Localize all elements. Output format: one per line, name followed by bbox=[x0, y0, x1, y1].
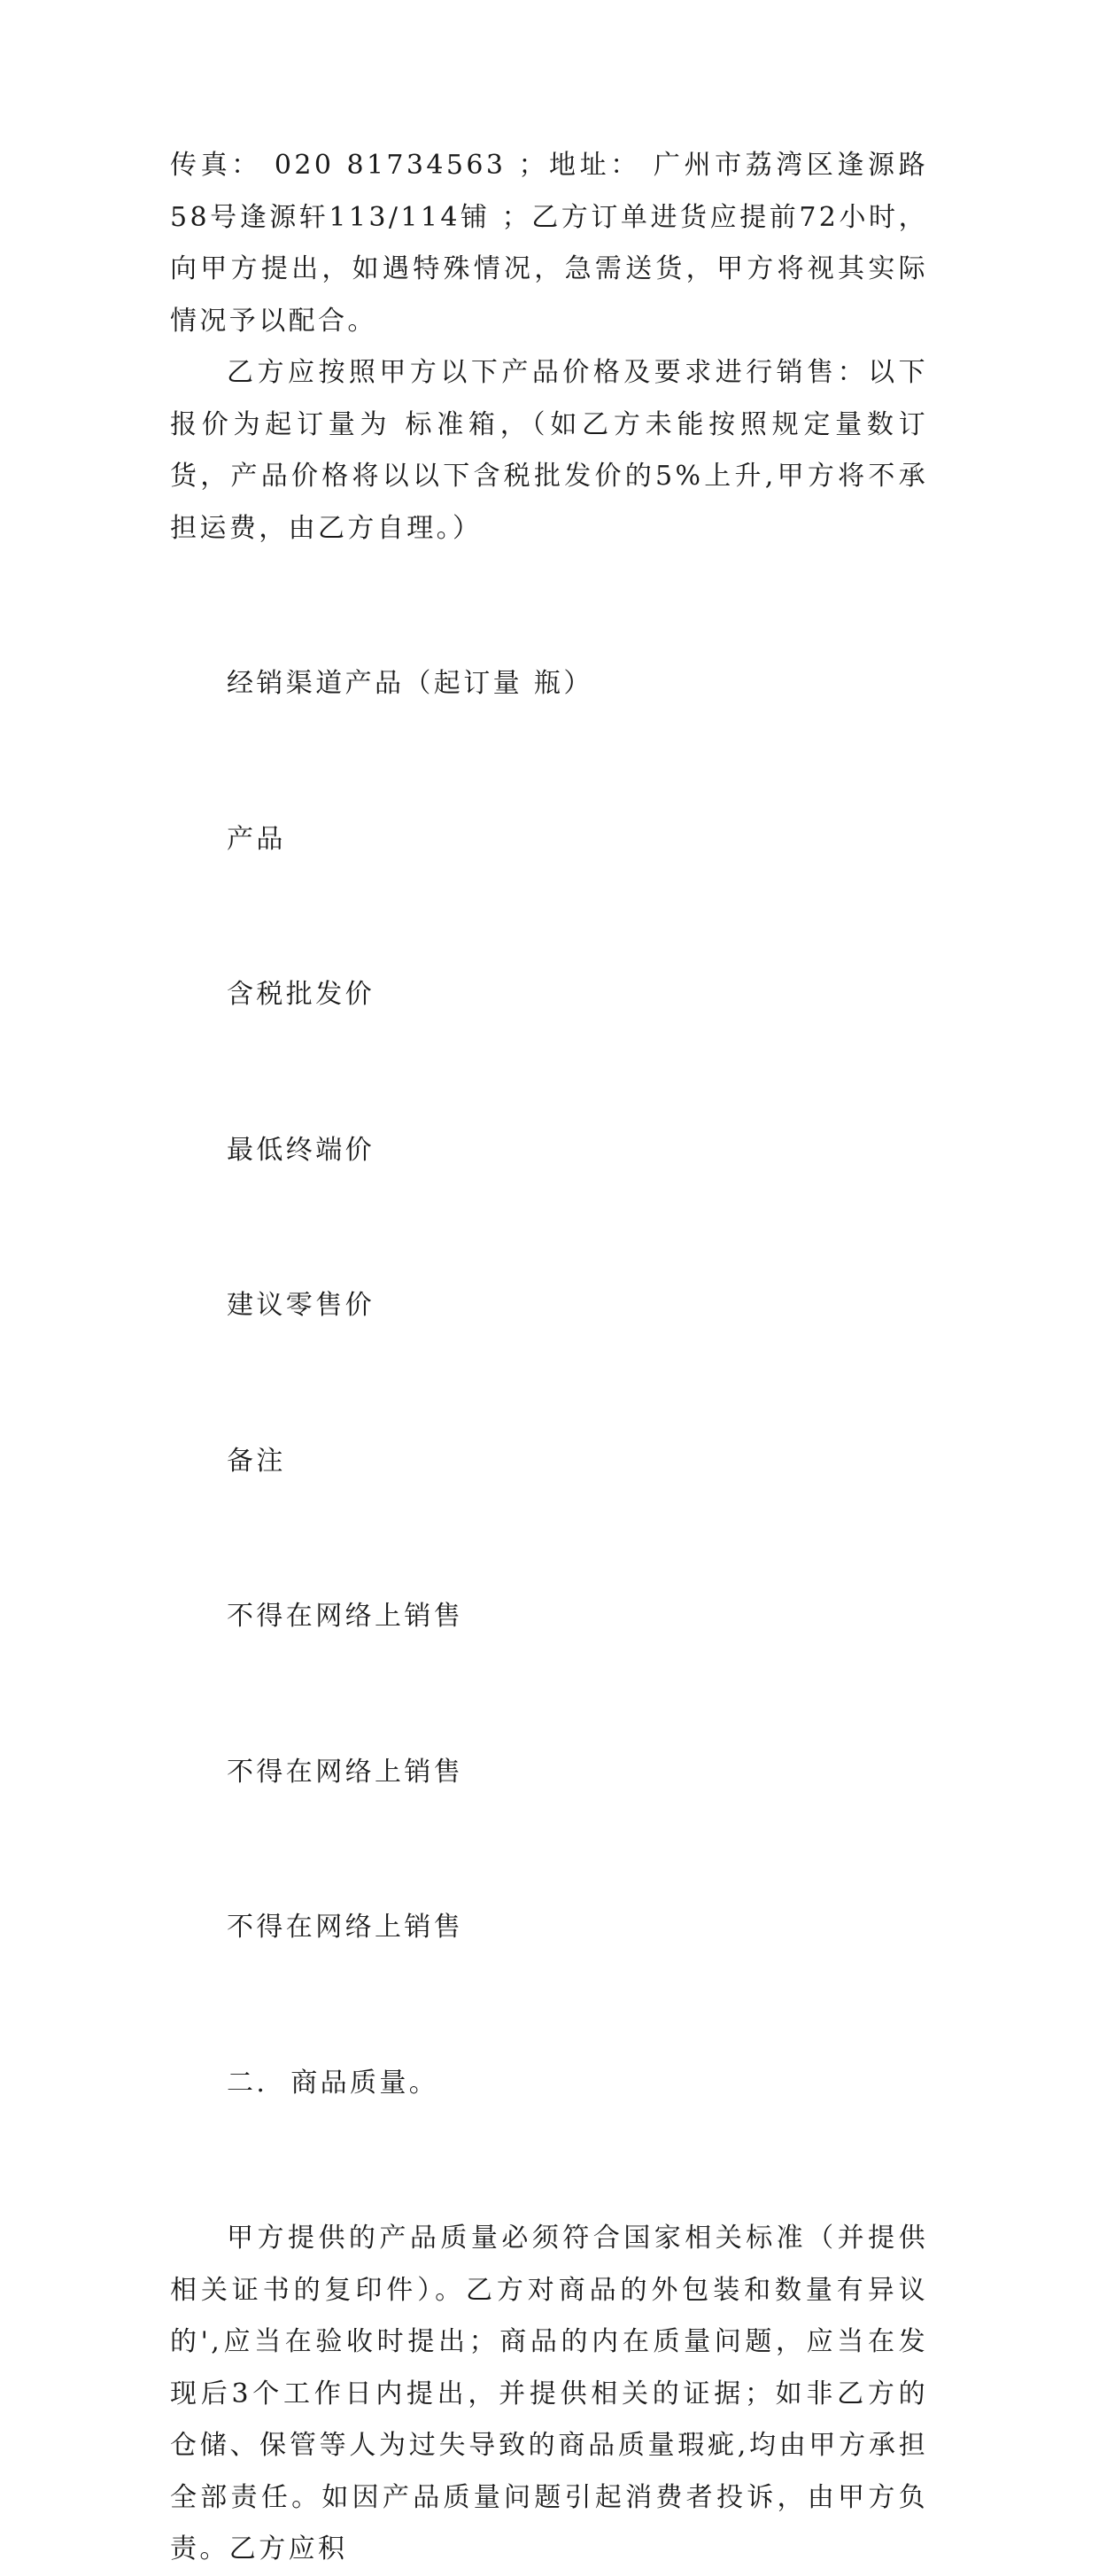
table-header-min-terminal-price: 最低终端价 bbox=[227, 1134, 375, 1166]
section-heading-quality: 二. 商品质量。 bbox=[227, 2067, 439, 2099]
product-table-lines bbox=[170, 555, 928, 2213]
table-header-product: 产品 bbox=[227, 823, 286, 855]
document-page bbox=[170, 140, 928, 2576]
table-header-wholesale-price: 含税批发价 bbox=[227, 979, 375, 1010]
table-remark-row: 不得在网络上销售 bbox=[227, 1756, 464, 1788]
table-remark-row: 不得在网络上销售 bbox=[227, 1601, 464, 1632]
quality-terms-paragraph: 甲方提供的产品质量必须符合国家相关标准（并提供相关证书的复印件）。乙方对商品的外包装和数量有异议的',应当在验收时提出；商品的内在质量问题，应当在发现后3个工作日内提出，并提供相关的证据；如非乙方的仓储、保管等人为过失导致的商品质量瑕疵,均由甲方承担全部责任。如因产品质量问题引起消费者投诉，由甲方负责。乙方应积 bbox=[170, 2223, 928, 2564]
table-caption: 经销渠道产品（起订量 瓶） bbox=[227, 668, 593, 699]
table-header-remarks: 备注 bbox=[227, 1445, 286, 1477]
pricing-terms-paragraph: 乙方应按照甲方以下产品价格及要求进行销售：以下报价为起订量为 标准箱，（如乙方未能按照规定量数订货，产品价格将以以下含税批发价的5%上升,甲方将不承担运费，由乙方自理。） bbox=[170, 357, 928, 544]
table-header-suggested-retail-price: 建议零售价 bbox=[227, 1290, 375, 1321]
fax-address-paragraph: 传真： 020 81734563 ；地址： 广州市荔湾区逢源路58号逢源轩113/114铺 ；乙方订单进货应提前72小时，向甲方提出，如遇特殊情况，急需送货，甲方将视其实际情况予以配合。 bbox=[170, 150, 928, 337]
table-remark-row: 不得在网络上销售 bbox=[227, 1912, 464, 1943]
